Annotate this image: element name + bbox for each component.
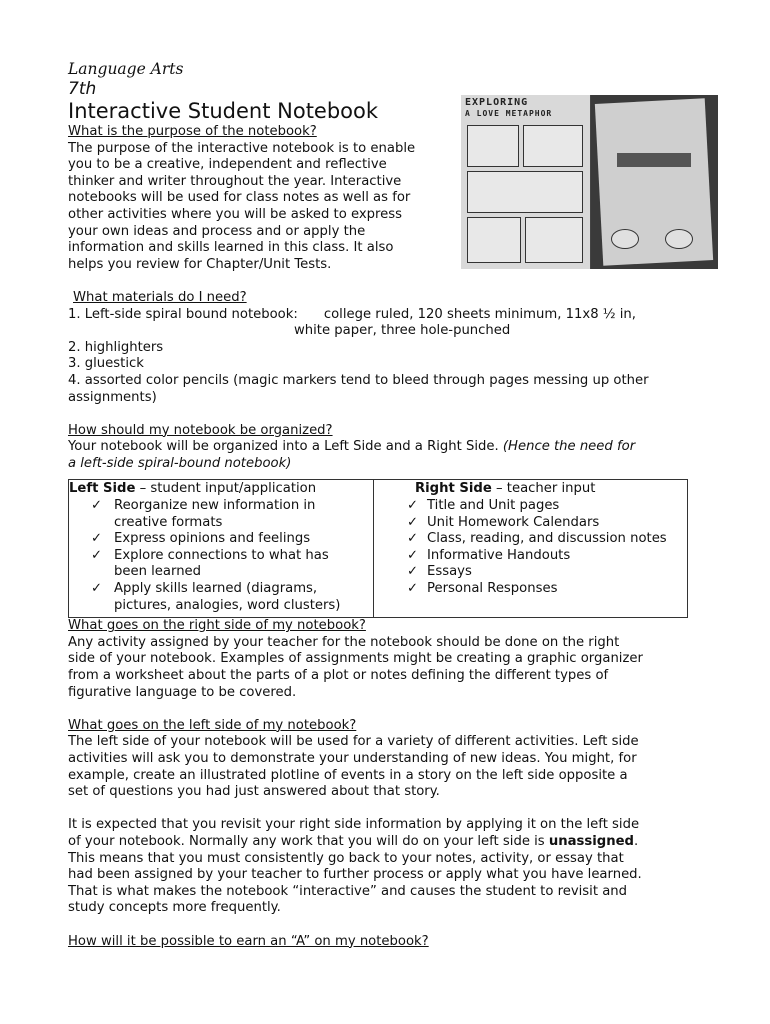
left-side-item xyxy=(69,498,373,531)
right-side-item-text: Class, reading, and discussion notes xyxy=(427,531,667,547)
left-side-list xyxy=(69,498,373,614)
checkmark-icon: ✓ xyxy=(407,514,419,530)
left-side-item-text-cont: been learned xyxy=(114,564,202,580)
right-side-line: side of your notebook. Examples of assignments might be creating a graphic organizer xyxy=(68,651,643,667)
subject-label: Language Arts xyxy=(68,60,184,78)
right-side-column xyxy=(374,480,688,618)
checkmark-icon: ✓ xyxy=(91,531,103,547)
left-side-line: The left side of your notebook will be used for a variety of different activities. Left side xyxy=(68,734,639,750)
materials-item-1 xyxy=(68,307,698,324)
right-side-item xyxy=(374,548,687,565)
left-side-line: set of questions you had just answered about that story. xyxy=(68,784,440,800)
checkmark-icon: ✓ xyxy=(407,581,419,597)
left-side-item xyxy=(69,531,373,548)
left-side-subtitle: – student input/application xyxy=(135,481,317,497)
purpose-line: thinker and writer throughout the year. Interactive xyxy=(68,173,402,189)
purpose-heading: What is the purpose of the notebook? xyxy=(68,124,317,139)
materials-item-4-cont: assignments) xyxy=(68,389,157,405)
checkmark-icon: ✓ xyxy=(91,581,103,597)
right-side-item-text: Personal Responses xyxy=(427,581,558,597)
left-side-title: Left Side xyxy=(69,481,136,497)
right-side-title: Right Side xyxy=(415,481,492,497)
left-side-item-text: Apply skills learned (diagrams, xyxy=(114,581,318,597)
expected-line-2 xyxy=(68,834,698,851)
right-side-item xyxy=(374,515,687,532)
right-side-item xyxy=(374,581,687,598)
expected-section xyxy=(68,817,698,917)
right-side-item-text: Informative Handouts xyxy=(427,547,571,563)
materials-heading: What materials do I need? xyxy=(73,289,247,305)
left-side-line: activities will ask you to demonstrate your understanding of new ideas. You might, for xyxy=(68,750,637,766)
expected-line: had been assigned by your teacher to further process or apply what you have learned. xyxy=(68,867,642,883)
photo-handwriting-line-1: EXPLORING xyxy=(465,97,529,108)
materials-item-3: 3. gluestick xyxy=(68,356,144,372)
left-side-item xyxy=(69,548,373,581)
left-side-item-text: Express opinions and feelings xyxy=(114,531,311,547)
right-side-item-text: Unit Homework Calendars xyxy=(427,514,600,530)
left-side-column xyxy=(69,480,374,618)
grade-label: 7th xyxy=(68,79,97,99)
expected-line: This means that you must consistently go back to your notes, activity, or essay that xyxy=(68,850,624,866)
right-side-item xyxy=(374,498,687,515)
left-side-item-text-cont: pictures, analogies, word clusters) xyxy=(114,597,341,613)
photo-handwriting-line-2: A LOVE METAPHOR xyxy=(465,109,553,118)
expected-line-2-end: . xyxy=(633,833,639,849)
left-side-heading: What goes on the left side of my notebook? xyxy=(68,717,357,733)
document-title: Interactive Student Notebook xyxy=(68,99,379,123)
checkmark-icon: ✓ xyxy=(407,564,419,580)
checkmark-icon: ✓ xyxy=(407,531,419,547)
materials-section xyxy=(68,290,698,406)
expected-line: That is what makes the notebook “interactive” and causes the student to revisit and xyxy=(68,883,628,899)
purpose-line: helps you review for Chapter/Unit Tests. xyxy=(68,256,332,272)
organized-heading: How should my notebook be organized? xyxy=(68,422,333,438)
right-side-list xyxy=(374,498,687,598)
left-side-section xyxy=(68,718,698,801)
right-side-line: figurative language to be covered. xyxy=(68,684,297,700)
purpose-line: The purpose of the interactive notebook is to enable xyxy=(68,140,416,156)
left-side-line: example, create an illustrated plotline of events in a story on the left side opposite a xyxy=(68,767,628,783)
materials-item-2: 2. highlighters xyxy=(68,339,164,355)
right-side-item xyxy=(374,564,687,581)
left-side-item-text: Explore connections to what has xyxy=(114,547,329,563)
purpose-line: other activities where you will be asked to express xyxy=(68,206,403,222)
right-side-line: from a worksheet about the parts of a plot or notes defining the different types of xyxy=(68,668,609,683)
materials-item-1-detail: college ruled, 120 sheets minimum, 11x8 ½ in, xyxy=(323,306,636,322)
left-side-item-text: Reorganize new information in xyxy=(114,498,316,514)
checkmark-icon: ✓ xyxy=(91,498,103,514)
checkmark-icon: ✓ xyxy=(407,547,419,563)
organized-section xyxy=(68,423,698,473)
checkmark-icon: ✓ xyxy=(407,498,419,514)
document-page xyxy=(68,60,698,950)
side-comparison-table xyxy=(68,479,688,618)
organized-text-plain: Your notebook will be organized into a Left Side and a Right Side. xyxy=(68,439,503,455)
right-side-subtitle: – teacher input xyxy=(491,481,596,497)
expected-line-1: It is expected that you revisit your right side information by applying it on the left side xyxy=(68,817,640,833)
expected-line-2-text: of your notebook. Normally any work that you will do on your left side is xyxy=(68,833,549,849)
earn-a-heading: How will it be possible to earn an “A” on my notebook? xyxy=(68,933,429,949)
purpose-line: your own ideas and process and or apply the xyxy=(68,223,366,239)
right-side-header xyxy=(374,481,687,498)
right-side-heading: What goes on the right side of my notebook? xyxy=(68,618,366,634)
purpose-line: you to be a creative, independent and reflective xyxy=(68,157,387,173)
expected-line: study concepts more frequently. xyxy=(68,900,281,916)
right-side-item-text: Title and Unit pages xyxy=(427,498,560,514)
unassigned-emphasis: unassigned xyxy=(548,833,634,849)
materials-item-1-label: 1. Left-side spiral bound notebook: xyxy=(68,306,298,322)
purpose-section xyxy=(68,124,440,273)
left-side-item-text-cont: creative formats xyxy=(114,514,223,530)
right-side-item-text: Essays xyxy=(427,564,472,580)
left-side-item xyxy=(69,581,373,614)
right-side-line: Any activity assigned by your teacher for the notebook should be done on the right xyxy=(68,634,620,650)
right-side-section xyxy=(68,618,698,701)
organized-text-italic: (Hence the need for xyxy=(502,439,636,455)
organized-text-italic-2: a left-side spiral-bound notebook) xyxy=(68,455,292,471)
materials-item-1-detail-2: white paper, three hole-punched xyxy=(294,323,511,339)
right-side-item xyxy=(374,531,687,548)
purpose-line: information and skills learned in this class. It also xyxy=(68,240,394,256)
materials-item-4: 4. assorted color pencils (magic markers tend to bleed through pages messing up other xyxy=(68,372,649,388)
purpose-line: notebooks will be used for class notes as well as for xyxy=(68,190,411,206)
left-side-header xyxy=(69,481,373,498)
organized-text xyxy=(68,439,698,456)
checkmark-icon: ✓ xyxy=(91,547,103,563)
